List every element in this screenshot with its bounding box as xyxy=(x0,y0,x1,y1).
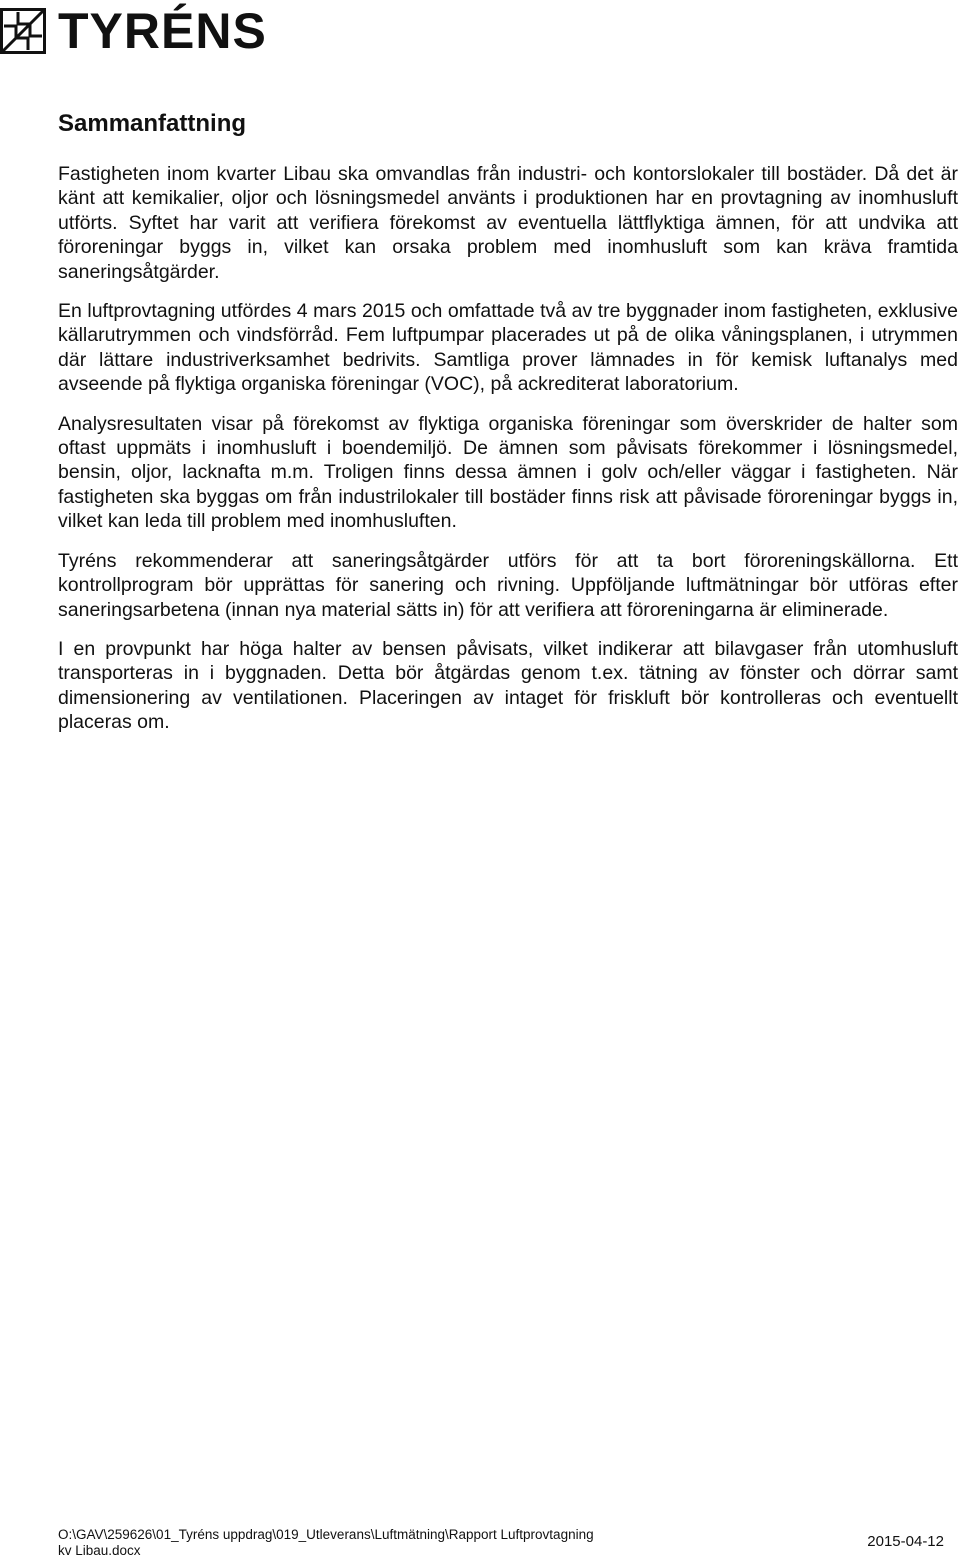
document-body xyxy=(58,108,958,750)
paragraph-1: Fastigheten inom kvarter Libau ska omvandlas från industri- och kontorslokaler till bostäder. Då det är känt att kemikalier, oljor och lösningsmedel använts i produktionen har en provtagning av inomhusluft utförts. Syftet har varit att verifiera förekomst av eventuella lättflyktiga ämnen, för att undvika att föroreningar byggs in, vilket kan orsaka problem med inomhusluft som kan kräva framtida saneringsåtgärder. xyxy=(58,163,958,283)
footer-file-path: O:\GAV\259626\01_Tyréns uppdrag\019_Utleverans\Luftmätning\Rapport Luftprovtagning kv Libau.docx xyxy=(58,1527,594,1558)
paragraph-5: I en provpunkt har höga halter av bensen påvisats, vilket indikerar att bilavgaser från utomhusluft transporteras in i byggnaden. Detta bör åtgärdas genom t.ex. tätning av fönster och dörrar samt dimensionering av ventilationen. Placeringen av intaget för friskluft bör kontrolleras och eventuellt placeras om. xyxy=(58,637,958,734)
section-heading: Sammanfattning xyxy=(58,110,247,137)
paragraph-4: Tyréns rekommenderar att saneringsåtgärder utförs för att ta bort föroreningskällorna. Ett kontrollprogram bör upprättas för sanering och rivning. Uppföljande luftmätningar bör utföras efter saneringsarbetena (innan nya material sätts in) för att verifiera att föroreningarna är eliminerade. xyxy=(58,549,958,621)
footer-date: 2015-04-12 xyxy=(867,1533,944,1550)
logo-text: TYRÉNS xyxy=(58,3,267,59)
paragraph-3: Analysresultaten visar på förekomst av flyktiga organiska föreningar som överskrider de halter som oftast uppmäts i inomhusluft i boendemiljö. De ämnen som påvisats förekommer i lösningsmedel, bensin, oljor, lacknafta m.m. Troligen finns dessa ämnen i golv och/eller väggar i fastigheten. När fastigheten ska byggas om från industrilokaler till bostäder finns risk att påvisade föroreningar byggs in, vilket kan leda till problem med inomhusluften. xyxy=(58,412,958,533)
tyrens-logo-icon xyxy=(0,8,46,54)
tyrens-logo xyxy=(0,3,267,59)
paragraph-2: En luftprovtagning utfördes 4 mars 2015 och omfattade två av tre byggnader inom fastigheten, exklusive källarutrymmen och vindsförråd. Fem luftpumpar placerades ut på de olika våningsplanen, i utrymmen där lättare industriverksamhet bedrivits. Samtliga prover lämnades in för kemisk luftanalys med avseende på flyktiga organiska föreningar (VOC), på ackrediterat laboratorium. xyxy=(58,300,958,396)
